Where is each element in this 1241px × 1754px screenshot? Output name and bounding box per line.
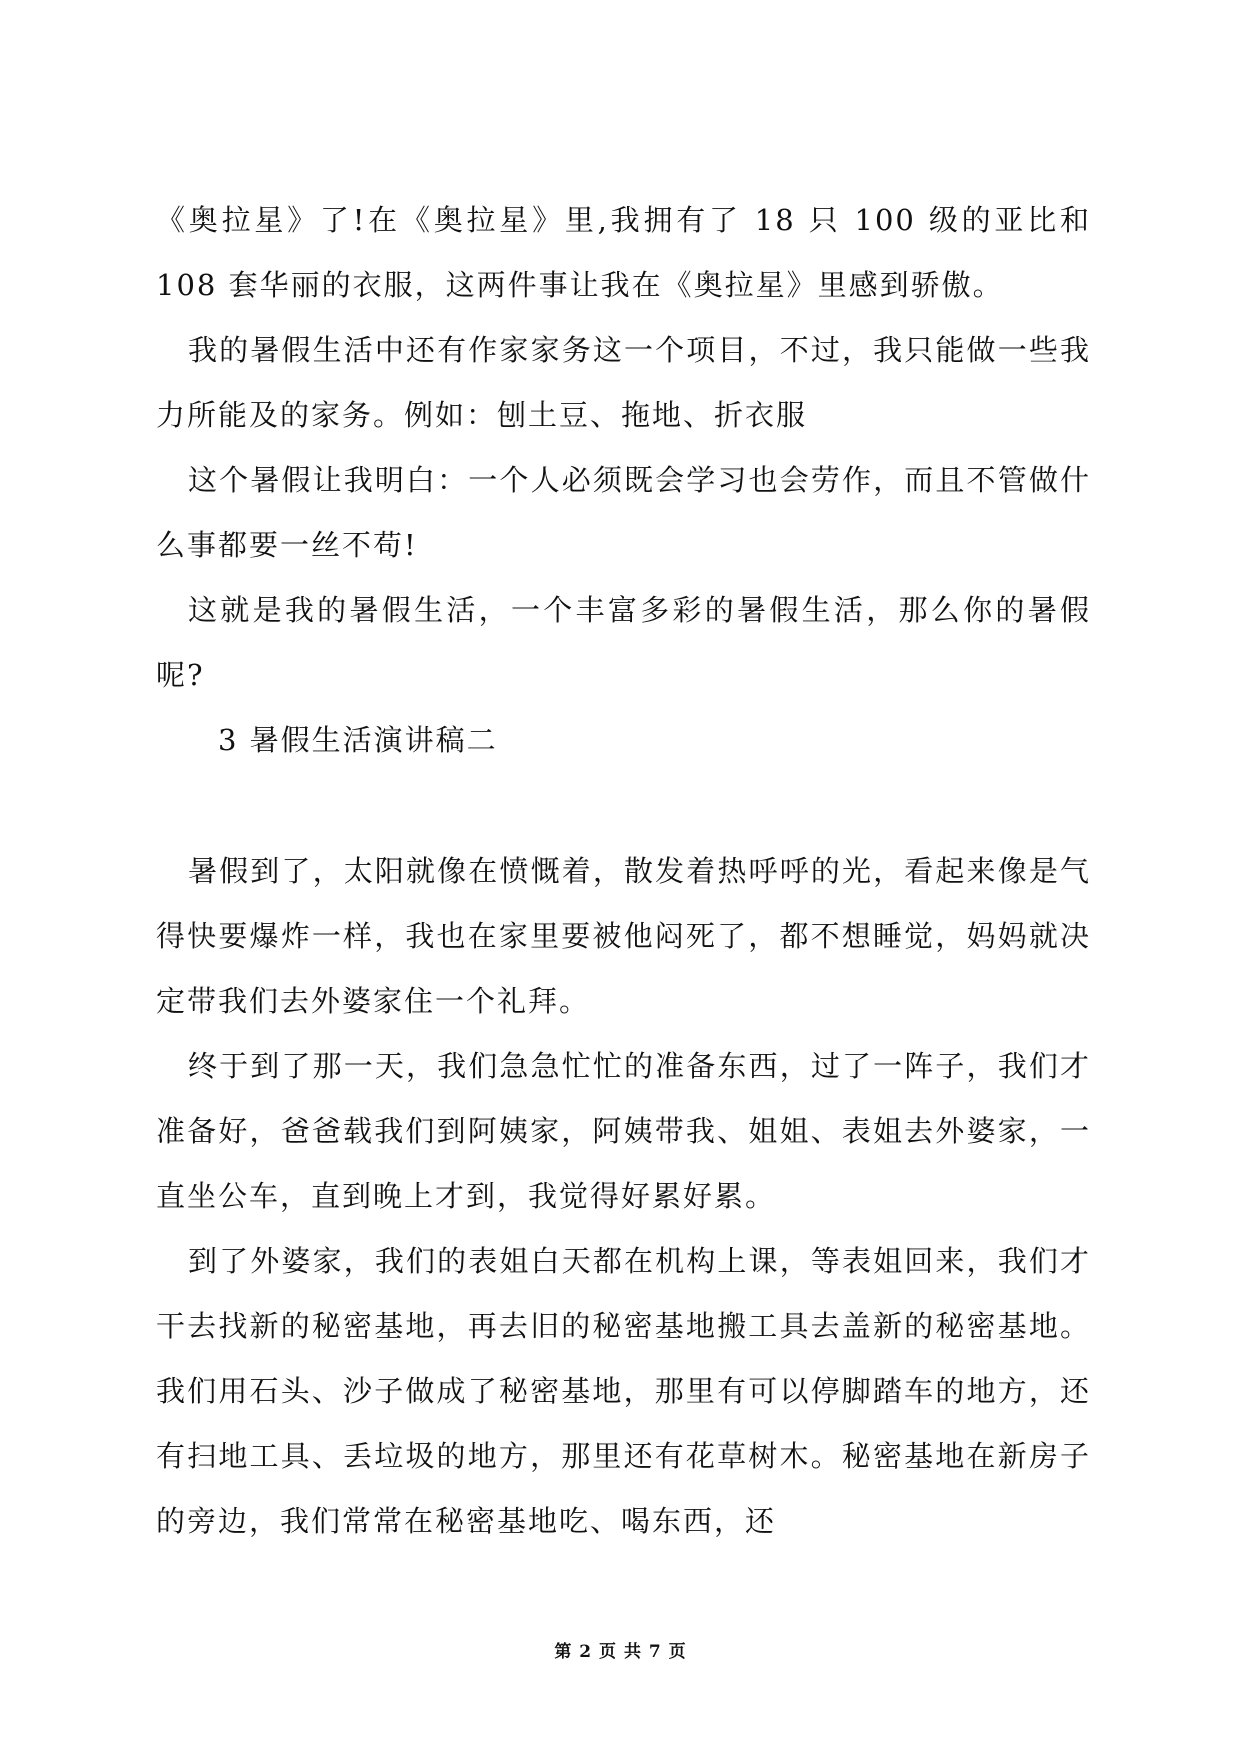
paragraph-summer-arrives: 暑假到了，太阳就像在愤慨着，散发着热呼呼的光，看起来像是气得快要爆炸一样，我也在家里要被他闷死了，都不想睡觉，妈妈就决定带我们去外婆家住一个礼拜。 (156, 854, 1091, 1018)
paragraph-closing: 这就是我的暑假生活，一个丰富多彩的暑假生活，那么你的暑假呢? (156, 593, 1091, 692)
paragraph-journey: 终于到了那一天，我们急急忙忙的准备东西，过了一阵子，我们才准备好，爸爸载我们到阿姨家，阿姨带我、姐姐、表姐去外婆家，一直坐公车，直到晚上才到，我觉得好累好累。 (156, 1049, 1091, 1213)
paragraph-chores: 我的暑假生活中还有作家家务这一个项目，不过，我只能做一些我力所能及的家务。例如：刨土豆、拖地、折衣服 (156, 333, 1091, 432)
paragraph-lesson: 这个暑假让我明白：一个人必须既会学习也会劳作，而且不管做什么事都要一丝不苟! (156, 463, 1091, 562)
paragraph-continuation: 《奥拉星》了!在《奥拉星》里,我拥有了 18 只 100 级的亚比和 108 套华丽的衣服，这两件事让我在《奥拉星》里感到骄傲。 (156, 203, 1091, 302)
section-heading: 3 暑假生活演讲稿二 (218, 723, 498, 757)
document-body (156, 188, 1091, 1554)
section-spacer (156, 773, 1091, 839)
page-footer: 第 2 页 共 7 页 (554, 1642, 687, 1662)
paragraph-secret-base: 到了外婆家，我们的表姐白天都在机构上课，等表姐回来，我们才干去找新的秘密基地，再去旧的秘密基地搬工具去盖新的秘密基地。我们用石头、沙子做成了秘密基地，那里有可以停脚踏车的地方，还有扫地工具、丢垃圾的地方，那里还有花草树木。秘密基地在新房子的旁边，我们常常在秘密基地吃、喝东西，还 (156, 1244, 1091, 1538)
